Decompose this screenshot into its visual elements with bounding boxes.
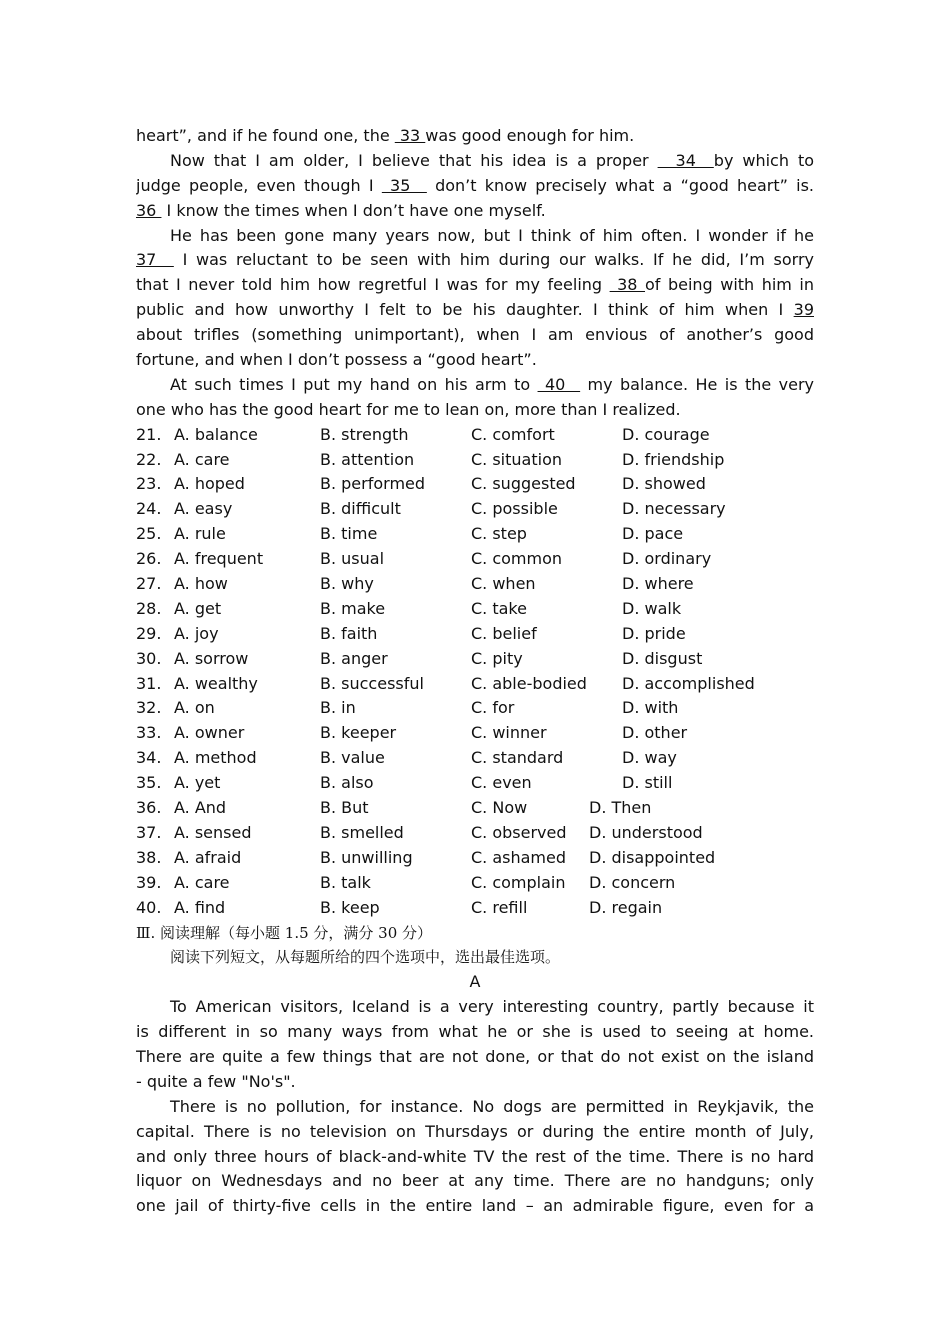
passage-line: one who has the good heart for me to lean on, more than I realized. xyxy=(136,399,681,419)
section-heading: Ⅲ. 阅读理解（每小题 1.5 分，满分 30 分） xyxy=(136,923,433,942)
reading-line: To American visitors, Iceland is a very interesting country, partly because it xyxy=(170,997,814,1017)
question-row-39: 39. A. care B. talk C. complain D. concern xyxy=(136,872,676,892)
reading-line: liquor on Wednesdays and no beer at any time. There are no handguns; only xyxy=(136,1171,814,1191)
passage-line: about trifles (something unimportant), when I am envious of another’s good xyxy=(136,325,814,345)
passage-line: 37 I was reluctant to be seen with him during our walks. If he did, I’m sorry xyxy=(136,250,814,270)
question-row-24: 24. A. easy B. difficult C. possible D. necessary xyxy=(136,499,726,519)
reading-line: is different in so many ways from what he or she is used to seeing at home. xyxy=(136,1022,814,1042)
question-row-40: 40. A. find B. keep C. refill D. regain xyxy=(136,897,663,917)
question-row-31: 31. A. wealthy B. successful C. able-bodied D. accomplished xyxy=(136,673,755,693)
reading-line: There is no pollution, for instance. No dogs are permitted in Reykjavik, the xyxy=(170,1096,814,1116)
passage-line: heart”, and if he found one, the 33 was good enough for him. xyxy=(136,126,635,145)
blank-34: 34 xyxy=(657,150,714,170)
question-row-27: 27. A. how B. why C. when D. where xyxy=(136,574,694,594)
blank-39: 39 xyxy=(793,300,814,320)
blank-38: 38 xyxy=(609,275,646,295)
question-row-26: 26. A. frequent B. usual C. common D. ordinary xyxy=(136,549,712,569)
passage-line: that I never told him how regretful I was for my feeling 38 of being with him in xyxy=(136,275,814,295)
options-list xyxy=(136,423,814,921)
passage-line: At such times I put my hand on his arm to 40 my balance. He is the very xyxy=(170,374,814,394)
blank-37: 37 xyxy=(136,250,174,270)
passage-line: 36 I know the times when I don’t have one myself. xyxy=(136,200,546,220)
blank-33: 33 xyxy=(394,126,426,145)
question-row-21: 21. A. balance B. strength C. comfort D. courage xyxy=(136,424,710,444)
passage-line: public and how unworthy I felt to be his daughter. I think of him when I 39 xyxy=(136,300,814,320)
question-row-36: 36. A. And B. But C. Now D. Then xyxy=(136,798,652,818)
question-row-37: 37. A. sensed B. smelled C. observed D. understood xyxy=(136,822,703,842)
reading-line: and only three hours of black-and-white TV the rest of the time. There is no hard xyxy=(136,1146,814,1166)
section-instruction: 阅读下列短文，从每题所给的四个选项中，选出最佳选项。 xyxy=(170,948,561,967)
passage-line: He has been gone many years now, but I think of him often. I wonder if he xyxy=(170,225,814,245)
blank-35: 35 xyxy=(381,175,427,195)
question-row-35: 35. A. yet B. also C. even D. still xyxy=(136,773,673,793)
question-row-38: 38. A. afraid B. unwilling C. ashamed D. disappointed xyxy=(136,847,716,867)
reading-line: There are quite a few things that are not done, or that do not exist on the island xyxy=(136,1046,814,1066)
blank-40: 40 xyxy=(537,374,581,394)
question-row-25: 25. A. rule B. time C. step D. pace xyxy=(136,524,684,544)
passage-letter: A xyxy=(469,972,481,992)
question-row-28: 28. A. get B. make C. take D. walk xyxy=(136,598,682,618)
passage-line: Now that I am older, I believe that his idea is a proper 34 by which to xyxy=(170,150,814,170)
question-row-29: 29. A. joy B. faith C. belief D. pride xyxy=(136,623,686,643)
blank-36: 36 xyxy=(136,200,162,220)
question-row-22: 22. A. care B. attention C. situation D. friendship xyxy=(136,449,725,469)
question-row-23: 23. A. hoped B. performed C. suggested D. showed xyxy=(136,474,706,494)
passage-line: fortune, and when I don’t possess a “good heart”. xyxy=(136,350,537,370)
reading-line: capital. There is no television on Thursdays or during the entire month of July, xyxy=(136,1121,814,1141)
question-row-33: 33. A. owner B. keeper C. winner D. other xyxy=(136,723,688,743)
reading-line: one jail of thirty-five cells in the entire land – an admirable figure, even for a xyxy=(136,1196,814,1216)
question-row-30: 30. A. sorrow B. anger C. pity D. disgust xyxy=(136,648,703,668)
exam-page xyxy=(136,124,814,1219)
question-row-32: 32. A. on B. in C. for D. with xyxy=(136,698,679,718)
question-row-34: 34. A. method B. value C. standard D. way xyxy=(136,748,677,768)
reading-line: - quite a few "No's". xyxy=(136,1071,296,1091)
passage-line: judge people, even though I 35 don’t know precisely what a “good heart” is. xyxy=(136,175,814,195)
